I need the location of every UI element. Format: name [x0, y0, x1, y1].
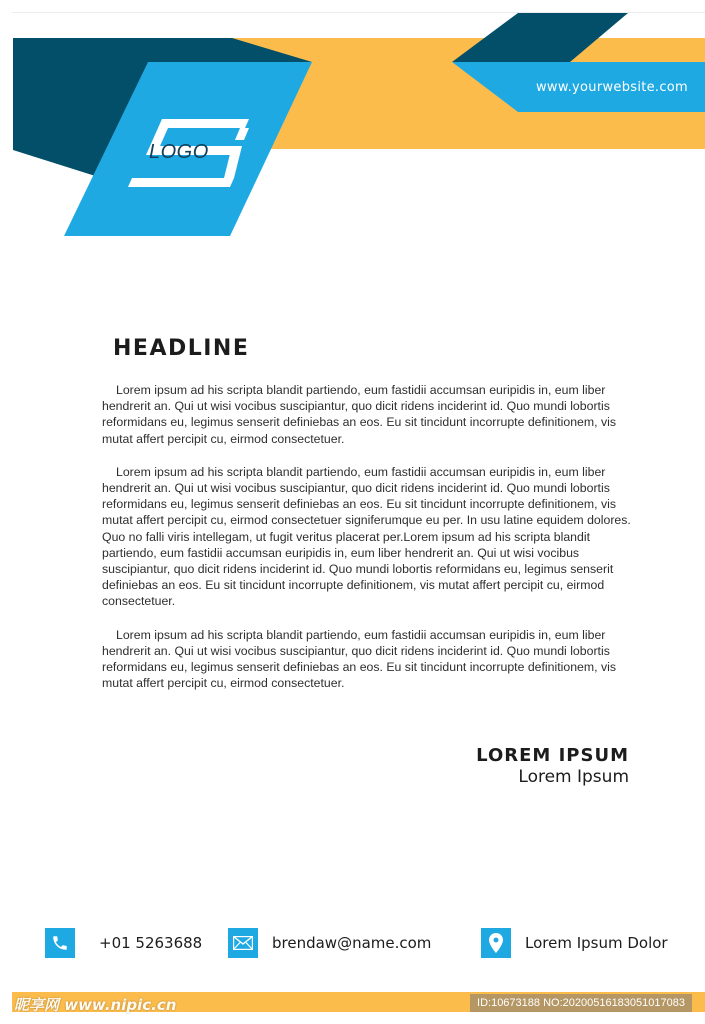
email-address[interactable]: brendaw@name.com	[272, 934, 432, 952]
mail-icon	[228, 928, 258, 958]
document-headline: HEADLINE	[113, 336, 250, 361]
signature-block	[476, 745, 629, 787]
location-pin-icon	[481, 928, 511, 958]
body-paragraph: Lorem ipsum ad his scripta blandit partiendo, eum fastidii accumsan euripidis in, eum liber hendrerit an. Qui ut wisi vocibus suscipiantur, quo dicit ridens inciderint id. Quo mundi lobortis reformidans eu, legimus senserit definiebas an eos. Eu sit tincidunt incorrupte definitionem, vis mutat affert percipit cu, eirmod consectetuer.	[102, 383, 617, 446]
website-url[interactable]: www.yourwebsite.com	[536, 80, 689, 95]
contact-phone	[45, 928, 202, 958]
contact-email	[228, 928, 431, 958]
signature-name: LOREM IPSUM	[476, 745, 629, 766]
body-text	[102, 382, 640, 708]
header-graphic	[0, 0, 705, 240]
phone-icon	[45, 928, 75, 958]
watermark-id: ID:10673188 NO:20200516183051017083	[470, 994, 692, 1012]
address-text: Lorem Ipsum Dolor	[525, 934, 668, 952]
signature-title: Lorem Ipsum	[518, 767, 629, 787]
phone-number[interactable]: +01 5263688	[99, 934, 203, 952]
body-paragraph: Lorem ipsum ad his scripta blandit partiendo, eum fastidii accumsan euripidis in, eum liber hendrerit an. Qui ut wisi vocibus suscipiantur, quo dicit ridens inciderint id. Quo mundi lobortis reformidans eu, legimus senserit definiebas an eos. Eu sit tincidunt incorrupte definitionem, vis mutat affert percipit cu, eirmod consectetuer signiferumque eu per. In usu latine equidem dolores. Quo no falli viris intellegam, ut fugit veritus placerat per.Lorem ipsum ad his scripta blandit partiendo, eum fastidii accumsan euripidis in, eum liber hendrerit an. Qui ut wisi vocibus suscipiantur, quo dicit ridens inciderint id. Quo mundi lobortis reformidans eu, legimus senserit definiebas an eos. Eu sit tincidunt incorrupte definitionem, vis mutat affert percipit cu, eirmod consectetuer.	[102, 464, 631, 609]
watermark-site: 昵享网 www.nipic.cn	[14, 996, 177, 1014]
contact-address	[481, 928, 668, 958]
logo-text: LOGO	[149, 141, 209, 163]
body-paragraph: Lorem ipsum ad his scripta blandit partiendo, eum fastidii accumsan euripidis in, eum liber hendrerit an. Qui ut wisi vocibus suscipiantur, quo dicit ridens inciderint id. Quo mundi lobortis reformidans eu, legimus senserit definiebas an eos. Eu sit tincidunt incorrupte definitionem, vis mutat affert percipit cu, eirmod consectetuer.	[102, 627, 617, 691]
